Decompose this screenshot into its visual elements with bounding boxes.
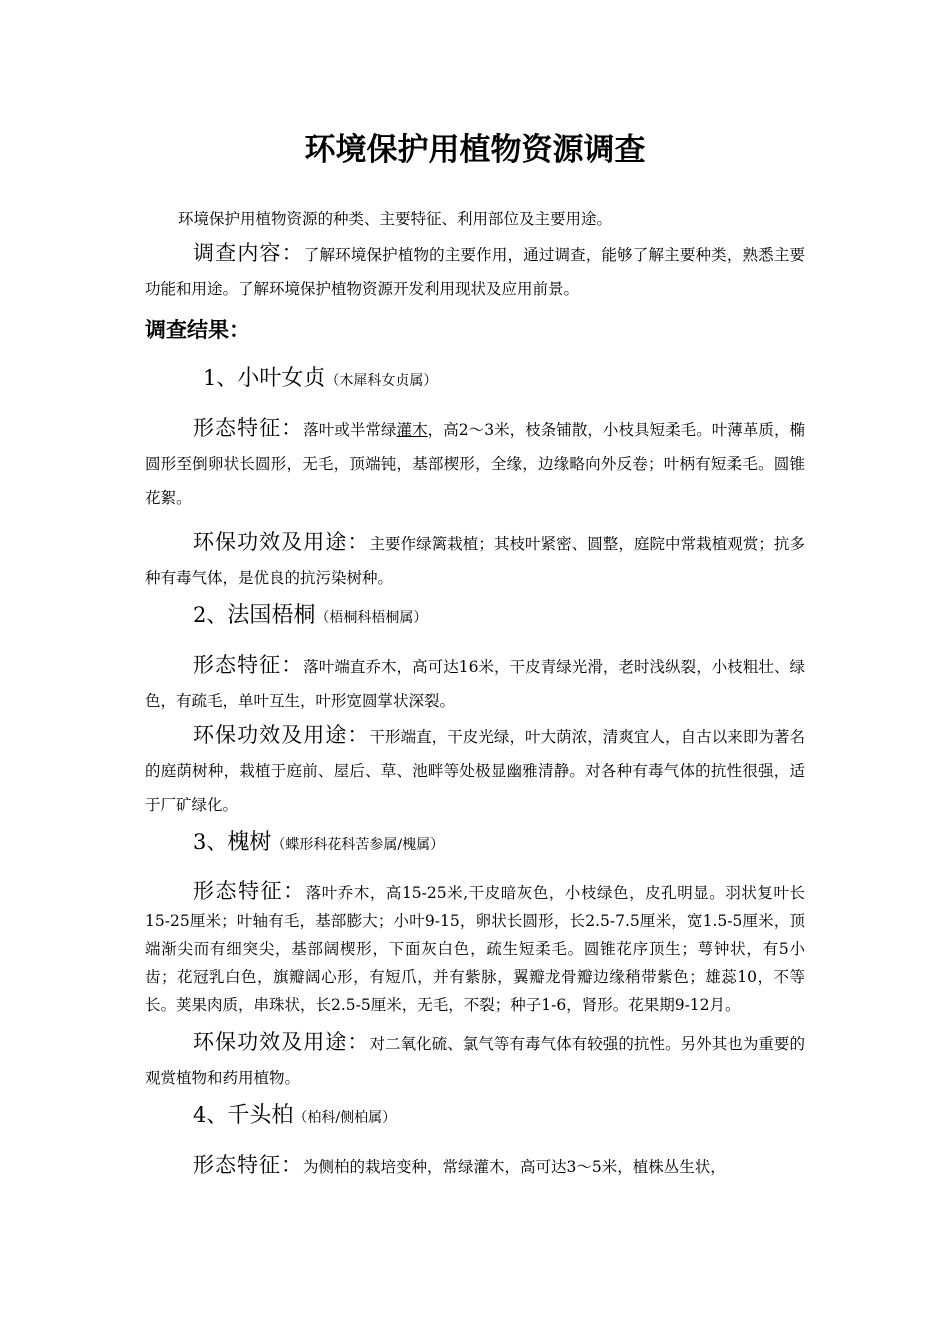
species-family: （蝶形科花科苦参属/槐属） (271, 837, 445, 853)
morphology-label: 形态特征： (193, 653, 304, 677)
morphology-paragraph: 形态特征：落叶或半常绿灌木，高2～3米，枝条铺散，小枝具短柔毛。叶薄革质，椭圆形至倒卵状长圆形，无毛，顶端钝，基部楔形，全缘，边缘略向外反卷；叶柄有短柔毛。圆锥花絮。 (145, 416, 805, 507)
content-text: 了解环境保护植物的主要作用，通过调查，能够了解主要种类，熟悉主要功能和用途。了解环境保护植物资源开发利用现状及应用前景。 (145, 246, 805, 298)
species-name: 小叶女贞 (237, 366, 326, 391)
use-label: 环保功效及用途： (193, 530, 370, 554)
morphology-paragraph: 形态特征：为侧柏的栽培变种，常绿灌木，高可达3～5米，植株丛生状， (193, 1153, 726, 1177)
species-heading: 3、槐树（蝶形科花科苦参属/槐属） (193, 830, 445, 855)
species-family: （柏科/侧柏属） (293, 1110, 397, 1126)
species-name: 千头柏 (227, 1103, 294, 1128)
morphology-label: 形态特征： (193, 1153, 303, 1177)
use-label: 环保功效及用途： (193, 723, 370, 747)
morphology-label: 形态特征： (193, 879, 306, 903)
results-heading: 调查结果： (145, 318, 250, 342)
intro-paragraph: 环境保护用植物资源的种类、主要特征、利用部位及主要用途。 (178, 210, 613, 228)
species-heading: 4、千头柏（柏科/侧柏属） (193, 1103, 397, 1128)
species-family: （梧桐科梧桐属） (315, 610, 428, 626)
use-paragraph: 环保功效及用途：干形端直，干皮光绿，叶大荫浓，清爽宜人，自古以来即为著名的庭荫树种，栽植于庭前、屋后、草、池畔等处极显幽雅清静。对各种有毒气体的抗性很强，适于厂矿绿化。 (145, 723, 805, 814)
species-name: 法国梧桐 (227, 603, 316, 628)
morphology-paragraph: 形态特征：落叶乔木，高15-25米,干皮暗灰色，小枝绿色，皮孔明显。羽状复叶长15-25厘米；叶轴有毛，基部膨大；小叶9-15，卵状长圆形，长2.5-7.5厘米，宽1.5-5厘米，顶端渐尖而有细突尖，基部阔楔形，下面灰白色，疏生短柔毛。圆锥花序顶生；萼钟状，有5小齿；花冠乳白色，旗瓣阔心形，有短爪，并有紫脉，翼瓣龙骨瓣边缘稍带紫色；雄蕊10，不等长。荚果肉质，串珠状，长2.5-5厘米，无毛，不裂；种子1-6，肾形。花果期9-12月。 (145, 879, 805, 1014)
page-title: 环境保护用植物资源调查 (304, 132, 646, 168)
morphology-paragraph: 形态特征：落叶端直乔木，高可达16米，干皮青绿光滑，老时浅纵裂，小枝粗壮、绿色，有疏毛，单叶互生，叶形宽圆掌状深裂。 (145, 653, 805, 710)
species-name: 槐树 (227, 830, 272, 855)
use-paragraph: 环保功效及用途：主要作绿篱栽植；其枝叶紧密、圆整，庭院中常栽植观赏；抗多种有毒气体，是优良的抗污染树种。 (145, 530, 805, 587)
species-heading: 2、法国梧桐（梧桐科梧桐属） (193, 603, 428, 628)
use-paragraph: 环保功效及用途：对二氧化硫、氯气等有毒气体有较强的抗性。另外其也为重要的观赏植物和药用植物。 (145, 1030, 805, 1087)
content-label: 调查内容： (193, 241, 304, 265)
species-heading: 1、小叶女贞（木犀科女贞属） (203, 366, 438, 391)
use-label: 环保功效及用途： (193, 1030, 370, 1054)
species-family: （木犀科女贞属） (325, 373, 438, 389)
content-paragraph (145, 236, 805, 306)
morphology-label: 形态特征： (193, 416, 304, 440)
